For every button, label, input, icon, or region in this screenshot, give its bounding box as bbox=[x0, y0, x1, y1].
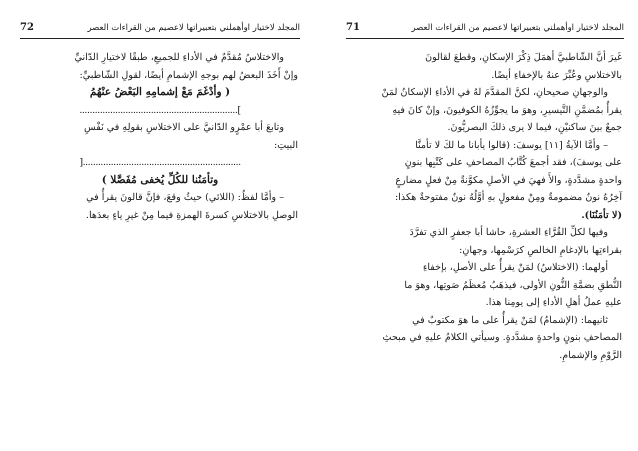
page-header bbox=[346, 21, 624, 35]
body-line: وتابعَ أبا عمْرٍو الدّانيَّ على الاختلاسِ بقولِهِ في نَفْسِ bbox=[84, 122, 284, 133]
body-line: غَيرَ أنَّ الشّاطبيَّ أهمَلَ ذِكْرَ الإسكانِ، وقطعَ لقالونَ bbox=[425, 52, 622, 63]
body-line: واحدةٍ مشدَّدةٍ، والأَ فهيَ في الأصلِ مكوَّنةٌ مِنْ فعلٍ مضارعٍ bbox=[395, 174, 622, 186]
page-body bbox=[22, 49, 298, 224]
page-72 bbox=[0, 0, 318, 451]
poem-verse: ( وأدْغَمَ مَعْ إشمامِهِ البَعْضُ عنْهُمُ bbox=[89, 86, 231, 98]
running-title: المجلد لاختيار اوأهملني بتعبيراتها لاعصيم من القراءات العصر bbox=[87, 23, 300, 33]
body-line: بقراءتِها بالإدغامِ الخالصِ كرَسْمِها، وجهانِ: bbox=[459, 244, 622, 256]
body-line: يقرأُ بمُضمَّنِ التَّيسيرِ، وهوَ ما يجوِّزُهُ الكوفيونَ، وإنْ كانَ فيهِ bbox=[392, 104, 622, 116]
running-title: المجلد لاختيار اوأهملني بتعبيراتها لاعصيم من القراءات العصر bbox=[411, 23, 624, 33]
body-line: آخِرُهُ نونٌ مضمومةٌ ومِنْ مفعولٍ بهِ أوَّلُهُ نونٌ مفتوحةٌ هكذا: bbox=[395, 192, 622, 203]
page-number: 72 bbox=[20, 22, 34, 33]
verse-ellipsis: ].............................................................. bbox=[79, 104, 241, 116]
header-rule bbox=[346, 38, 624, 39]
header-rule bbox=[20, 38, 300, 39]
body-line: أولهما: (الاختلاسُ) لمَنْ يقرأُ على الأصلِ، بإخفاءِ bbox=[422, 262, 608, 273]
poem-verse: وتأمَنُنا للكُلِّ يُخفى مُفَصَّلا ) bbox=[101, 173, 219, 186]
body-line: – وأمَّا الآيةُ [١١] يوسفَ: (قالوا يأبانا ما لكَ لا تأمنَّا bbox=[415, 139, 608, 151]
body-line: والوجهانِ صحيحانِ، لكنَّ المقدَّمَ لهُ في الأداءِ الإسكانُ لمَنْ bbox=[381, 87, 608, 98]
body-line: الوصلِ بالاختلاسِ كسرةَ الهمزةِ فيما مِنْ غيرِ ياءٍ بعدَها. bbox=[85, 209, 298, 221]
body-line: وإنْ أَخَذَ البعضُ لهم بوجهِ الإشمامِ أيضًا، لقولِ الشّاطبيِّ: bbox=[79, 69, 298, 81]
body-line: على يوسفَ)، فقد أجمعَ كُتَّابُ المصاحفِ على كَتْبِها بنونٍ bbox=[404, 157, 622, 168]
body-line: جمعٌ بينَ ساكنيْنِ، فيما لا يرى ذلكَ البصريُّونَ. bbox=[447, 122, 622, 133]
body-line: البيتِ: bbox=[273, 139, 298, 151]
body-line: (لا تأمَنُنَا). bbox=[581, 209, 622, 221]
body-line: الرَّوْمِ والإشمامِ. bbox=[559, 349, 622, 361]
page-71 bbox=[320, 0, 638, 451]
body-line: النُّطقِ بضمَّةِ النُّونِ الأولى، فيذهَبُ مُعظَمُ صَوتِها، وهوَ ما bbox=[404, 279, 622, 291]
body-line: عليهِ عملُ أهلِ الأداءِ إلى يومِنا هذا. bbox=[485, 297, 622, 308]
body-line: بالاختلاسِ وعُبِّرَ عنهُ بالإخفاءِ أيضًا. bbox=[491, 69, 622, 81]
page-header bbox=[20, 21, 300, 35]
body-line: المصاحفِ بنونٍ واحدةٍ مشدَّدةٍ. وسيأتي الكلامُ عليهِ في مبحثِ bbox=[382, 332, 622, 343]
page-number: 71 bbox=[346, 22, 360, 33]
page-body bbox=[348, 49, 622, 364]
body-line: وفيها لكلِّ القُرَّاءِ العشرةِ، حاشا أبا جعفرٍ الذي تفرَّدَ bbox=[409, 227, 608, 238]
body-line: – وأمَّا لفظُ: (اللائي) حيثُ وقعَ، فإنَّ قالونَ يقرأُ في bbox=[86, 192, 284, 203]
body-line: ثانيهما: (الإشمامُ) لمَنْ يقرأُ على ما هوَ مكتوبٌ في bbox=[412, 314, 608, 326]
body-line: والاختلاسُ مُقدَّمٌ في الأداءِ للجميعِ، طبقًا لاختيارِ الدّانيِّ bbox=[74, 52, 284, 63]
verse-ellipsis: ..............................................................[ bbox=[79, 157, 241, 168]
